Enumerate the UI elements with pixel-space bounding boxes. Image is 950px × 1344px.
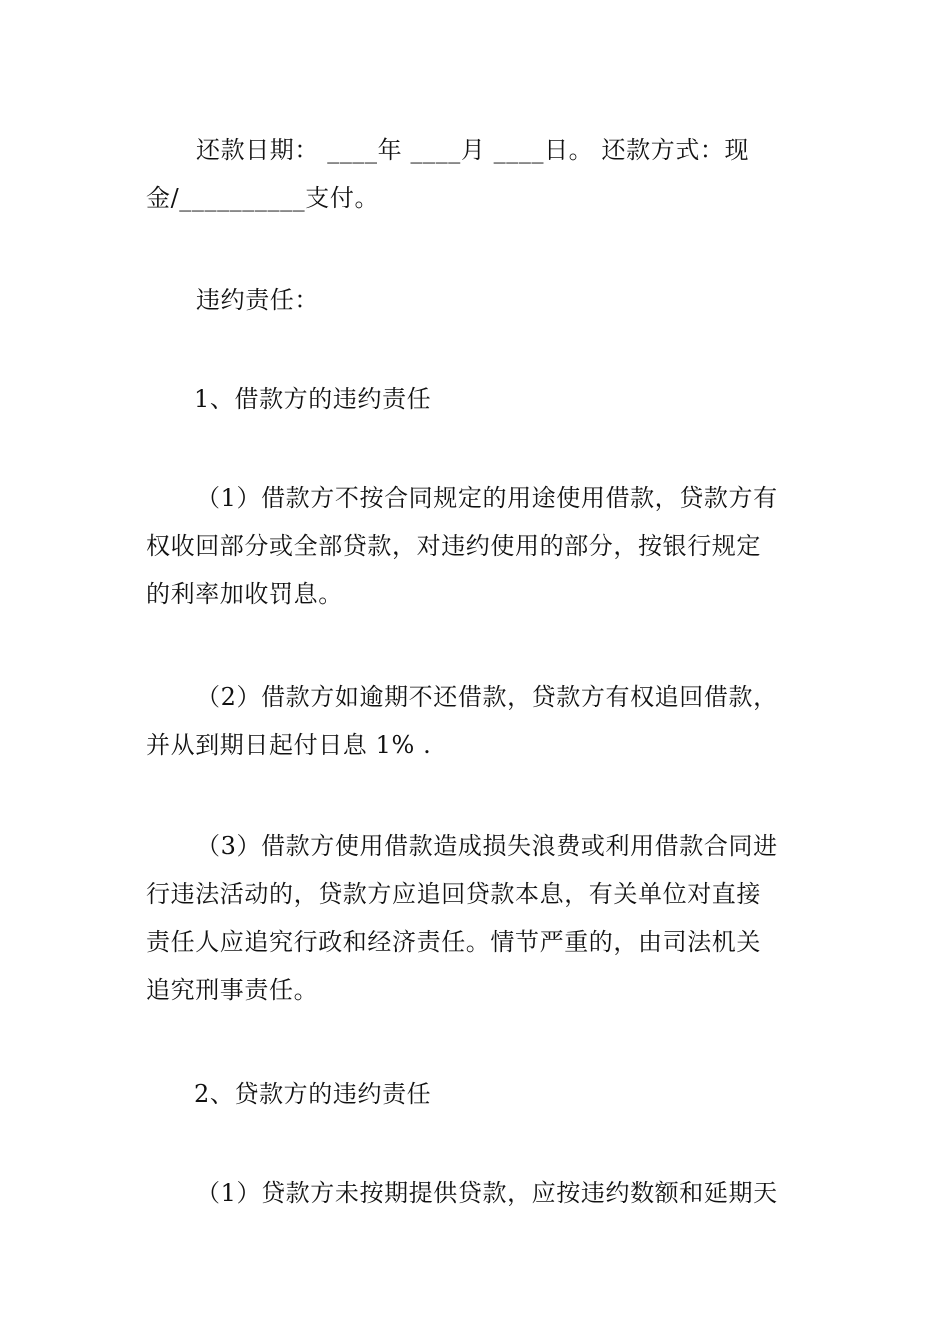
section-2-heading — [146, 1070, 808, 1118]
clause-1-1-line-1: （1）借款方不按合同规定的用途使用借款，贷款方有 — [196, 484, 778, 512]
clause-1-3-line-4: 追究刑事责任。 — [146, 976, 319, 1004]
clause-2-1 — [146, 1169, 808, 1217]
clause-1-3-line-3: 责任人应追究行政和经济责任。情节严重的，由司法机关 — [146, 928, 761, 956]
repayment-paragraph — [146, 126, 808, 222]
clause-1-3 — [146, 822, 808, 1014]
clause-1-2-line-2: 并从到期日起付日息 1% . — [146, 731, 432, 759]
clause-1-3-line-1: （3）借款方使用借款造成损失浪费或利用借款合同进 — [196, 832, 778, 860]
clause-1-1-line-3: 的利率加收罚息。 — [146, 580, 343, 608]
repayment-line-2: 金/__________支付。 — [146, 184, 380, 212]
clause-1-2-line-1: （2）借款方如逾期不还借款，贷款方有权追回借款， — [196, 683, 778, 711]
clause-1-1-line-2: 权收回部分或全部贷款，对违约使用的部分，按银行规定 — [146, 532, 761, 560]
repayment-line-1: 还款日期： ____年 ____月 ____日。 还款方式：现 — [196, 136, 750, 164]
clause-1-3-line-2: 行违法活动的，贷款方应追回贷款本息，有关单位对直接 — [146, 880, 761, 908]
section-1-heading — [146, 375, 808, 423]
breach-heading — [146, 276, 808, 324]
section-1-heading-text: 1、借款方的违约责任 — [194, 385, 432, 413]
section-2-heading-text: 2、贷款方的违约责任 — [194, 1080, 432, 1108]
clause-2-1-line-1: （1）贷款方未按期提供贷款，应按违约数额和延期天 — [196, 1179, 778, 1207]
breach-heading-text: 违约责任： — [196, 286, 319, 314]
clause-1-2 — [146, 673, 808, 769]
clause-1-1 — [146, 474, 808, 618]
